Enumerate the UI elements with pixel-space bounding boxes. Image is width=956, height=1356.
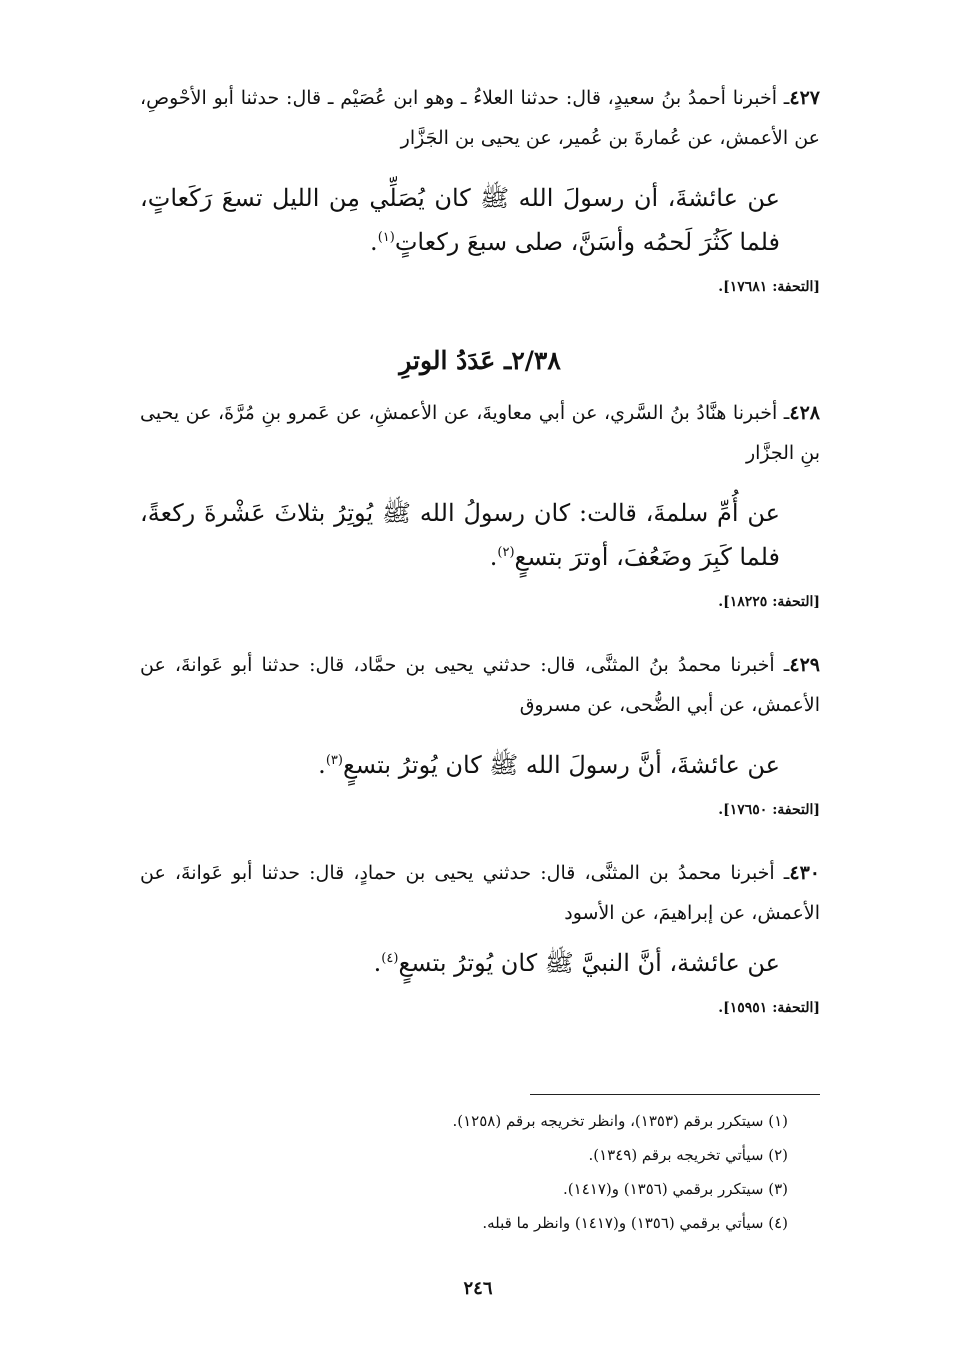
matn-text: عن عائشةَ، أن رسولَ الله ﷺ كان يُصَلِّي مِن الليل تسعَ رَكَعاتٍ، فلما كَثُرَ لَحمُه وأسَنَّ، صلى سبعَ ركعاتٍ [140, 184, 780, 256]
footnote-divider [530, 1094, 820, 1095]
hadith-isnad [140, 78, 820, 158]
chapter-heading: ٢/٣٨ـ عَدَدُ الوترِ [399, 346, 561, 375]
hadith-isnad [140, 645, 820, 725]
hadith-number: ٤٣٠ [789, 862, 820, 884]
hadith-entry-428 [140, 393, 820, 613]
hadith-isnad [140, 393, 820, 473]
matn-text: عن عائشة، أنَّ النبيَّ ﷺ كان يُوترُ بتسعٍ [398, 949, 780, 977]
hadith-matn: عن عائشةَ، أنَّ رسولَ الله ﷺ كان يُوترُ بتسعٍ$^{(٣)}$. [318, 751, 780, 779]
matn-text: عن عائشةَ، أنَّ رسولَ الله ﷺ كان يُوترُ بتسعٍ [342, 751, 780, 779]
tuhfa-reference: [التحفة: ١٧٦٨١]. [718, 279, 820, 295]
isnad-text: ـ أخبرنا هنَّادُ بنُ السَّري، عن أبي معاويةَ، عن الأعمشِ، عن عَمرو بنِ مُرَّةَ، عن يحيى بنِ الجزَّار [140, 402, 820, 464]
hadith-matn: عن أُمِّ سلمةَ، قالت: كان رسولُ الله ﷺ يُوتِرُ بثلاثَ عَشْرةَ ركعةً، فلما كَبِرَ وضَعُفَ، أوترَ بتسعٍ$^{(٢)}$. [140, 499, 780, 571]
hadith-matn: عن عائشة، أنَّ النبيَّ ﷺ كان يُوترُ بتسعٍ$^{(٤)}$. [373, 949, 780, 977]
hadith-entry-427 [140, 78, 820, 298]
footnote: (٣) سيتكرر برقمي (١٣٥٦) و(١٤١٧). [563, 1180, 788, 1198]
footnote-marker[interactable]: (٤) [381, 951, 399, 966]
matn-text: عن أُمِّ سلمةَ، قالت: كان رسولُ الله ﷺ يُوتِرُ بثلاثَ عَشْرةَ ركعةً، فلما كَبِرَ وضَعُفَ، أوترَ بتسعٍ [140, 499, 780, 571]
hadith-number: ٤٢٩ [789, 654, 820, 676]
hadith-number: ٤٢٨ [789, 402, 820, 424]
footnote: (١) سيتكرر برقم (١٣٥٣)، وانظر تخريجه برقم (١٢٥٨). [452, 1112, 788, 1130]
hadith-entry-429 [140, 645, 820, 821]
isnad-text: ـ أخبرنا أحمدُ بنُ سعيدٍ، قال: حدثنا العلاءُ ـ وهو ابن عُصَيْم ـ قال: حدثنا أبو الأحْوصِ، عن الأعمش، عن عُمارةَ بن عُمير، عن يحيى بن الجَزَّار [140, 87, 820, 149]
hadith-matn: عن عائشةَ، أن رسولَ الله ﷺ كان يُصَلِّي مِن الليل تسعَ رَكَعاتٍ، فلما كَثُرَ لَحمُه وأسَنَّ، صلى سبعَ ركعاتٍ$^{(١)}$. [140, 184, 780, 256]
page-body [140, 78, 820, 1019]
footnote: (٢) سيأتي تخريجه برقم (١٣٤٩). [588, 1146, 788, 1164]
tuhfa-reference: [التحفة: ١٨٢٢٥]. [718, 594, 820, 610]
page-number: ٢٤٦ [463, 1278, 493, 1299]
hadith-entry-430 [140, 853, 820, 1019]
tuhfa-reference: [التحفة: ١٥٩٥١]. [718, 1000, 820, 1016]
footnote-marker[interactable]: (٢) [497, 545, 515, 560]
footnotes [300, 1104, 788, 1240]
footnote-marker[interactable]: (٣) [325, 753, 343, 768]
tuhfa-reference: [التحفة: ١٧٦٥٠]. [718, 802, 820, 818]
isnad-text: ـ أخبرنا محمدُ بنُ المثنَّى، قال: حدثني يحيى بن حمَّاد، قال: حدثنا أبو عَوانةَ، عن الأعمش، عن أبي الضُّحى، عن مسروق [140, 654, 820, 716]
footnote-marker[interactable]: (١) [377, 230, 395, 245]
footnote: (٤) سيأتي برقمي (١٣٥٦) و(١٤١٧) وانظر ما قبله. [482, 1214, 788, 1232]
isnad-text: ـ أخبرنا محمدُ بن المثنَّى، قال: حدثني يحيى بن حمادٍ، قال: حدثنا أبو عَوانةَ، عن الأعمش، عن إبراهيمَ، عن الأسود [140, 862, 820, 924]
hadith-isnad [140, 853, 820, 933]
hadith-number: ٤٢٧ [789, 87, 820, 109]
